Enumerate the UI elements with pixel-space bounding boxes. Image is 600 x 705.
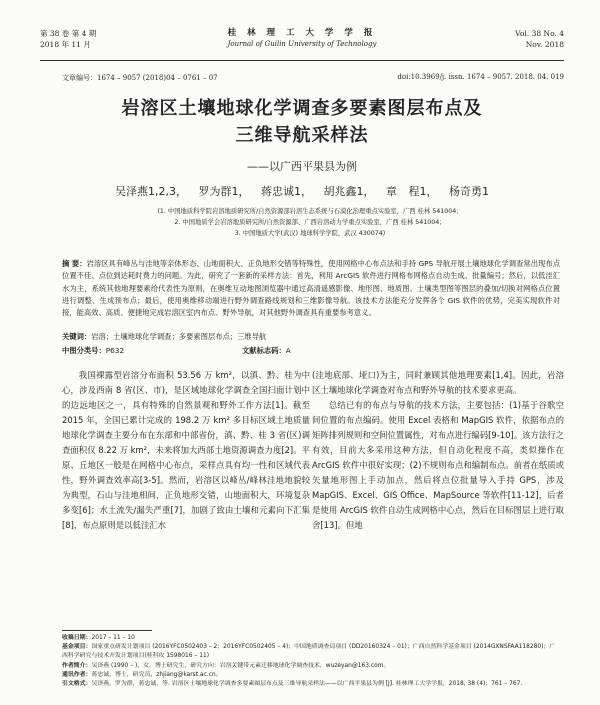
affiliation-3: 3. 中国地质大学(武汉) 地球科学学院，武汉 430074) (234, 230, 386, 237)
citation-format: 引文格式：吴泽燕，罗为群，蒋忠诚，等. 岩溶区土壤地球化学调查多要素图层布点及三维导航采样法——以广西平果县为例 [J]. 桂林理工大学学报，2018, 38 (4)：761 – 767. (62, 681, 523, 688)
article-title (40, 95, 564, 149)
abstract (62, 258, 560, 319)
volume-issue: 第 38 卷 第 4 期 (40, 29, 97, 38)
header-rule (40, 60, 564, 61)
received-date: 收稿日期：2017 – 11 – 10 (62, 635, 135, 641)
clc-code: P632 (105, 346, 125, 355)
keywords-text: 岩溶；土壤地球化学调查；多要素图层布点；三维导航 (91, 332, 267, 341)
article-number: 文章编号：1674 – 9057 (2018)04 – 0761 – 07 (62, 74, 218, 82)
body-paragraph: 总结已有的布点与导航的技术方法，主要包括：(1)基于谷歌空间位置的布点编码。使用 Excel 表格和 MapGIS 软件，依据布点的矩阵排列规则和空间位置属性，对布点进行编码[9-10]。该方法行之有效，目前大多采用这种方法，但自动化程度不高，类似操作在 ArcGIS 软件中很好实现；(2)不规则布点和编制布点。前者在纸质或矢量地形图上手动加点，然后将点位批量导入手持 GPS，涉及 MapGIS、Excel、GIS Office、MapSource 等软件[11-12]，后者是使用 ArcGIS 软件自动生成网格中心点，然后在目标图层上进行取舍[13]。但地 (312, 400, 564, 530)
abstract-label: 摘 要： (62, 259, 87, 268)
journal-name-en: Journal of Guilin University of Technology (227, 40, 377, 48)
body-paragraph: 我国裸露型岩溶分布面积 53.56 万 km²，以滇、黔、桂为中心，涉及西南 8 省(区、市)，是区域地球化学调查全国扫面计划中的边远地区之一，具有特殊的自然景观和野外工作方法[1]。截至 2015 年，全国已累计完成的 198.2 万 km² 多目标区域土地质量地球化学调查主要分布在东部和中部省份，滇、黔、桂 3 省(区)调查面积仅 8.22 万 km²，未来将加大西部土地资源调查力度[2]。平原、丘地区一般是在网格中心布点，采样点具有均一性和区域代表性，野外调查效率高[3-5]。然而，岩溶区以峰丛/峰林洼地地貌较为典型，石山与洼地相间，正负地形交错，山地面积大，环境复杂多变[6]；水土流失/漏失严重[7]，加剧了致由土壤和元素向下汇集[8]，布点原则是以低洼汇水 (62, 370, 310, 530)
title-line-1: 岩溶区土壤地球化学调查多要素图层布点及 (121, 98, 483, 119)
issue-date: 2018 年 11 月 (40, 40, 91, 49)
journal-name-cn: 桂 林 理 工 大 学 学 报 (227, 28, 377, 38)
journal-name (40, 28, 564, 50)
affiliation-1: (1. 中国地质科学院岩溶地质研究所/自然资源部岩溶生态系统与石漠化治理重点实验室，广西 桂林 541004； (157, 208, 463, 215)
body-column-right (312, 368, 564, 533)
clc-label: 中图分类号： (62, 346, 106, 355)
body-paragraph: (洼地底部、垭口)为主，同时兼顾其他地理要素[1,4]。因此，岩溶区土壤地球化学调查对布点和野外导航的技术要求更高。 (312, 370, 564, 395)
article-subtitle: ——以广西平果县为例 (247, 160, 357, 173)
classification (62, 346, 560, 356)
issue-info-en (515, 28, 564, 50)
footnotes (62, 634, 560, 689)
footnote-rule (62, 630, 152, 631)
doi: doi:10.3969/j. issn. 1674 – 9057. 2018. 04. 019 (397, 73, 564, 81)
author-bio: 作者简介：吴泽燕 (1990 – )，女，博士研究生，研究方向：岩溶关键带元素迁移地球化学调查技术，wuzeyan@163.com。 (62, 662, 390, 669)
corresponding-author: 通讯作者：蒋忠诚，博士，研究员，zhjiang@karst.ac.cn。 (62, 671, 222, 678)
keywords (62, 332, 560, 342)
affiliations (80, 206, 540, 239)
abstract-text: 岩溶区具有峰丛与洼地等亲体形态、山地面积大、正负地形交错等特殊性，使用网格中心布点法和手持 GPS 导航开展土壤地球化学调查常出现布点位置不佳、点位到达耗时费力的问题。为此，研究了一套新的采样方法：首先，利用 ArcGIS 软件进行网格布网格点自动生成、批量编号；然后，以低洼汇水为主，系统其他地理要素给代表性为原则，在奥维互动地图浏览器中通过高清遥感影像、地形图、地质图、土壤类型图等图层的叠加/切换对网格点位置进行调整、生成预布点；最后，使用奥维移动端进行野外调查路线规划和三维影像导航。该技术方法能充分发挥各个 GIS 软件的优势，完美实现软件对接，能高效、高质、便捷地完成岩溶区室内布点、野外导航，对其他野外调查具有重要参考意义。 (62, 259, 560, 318)
doc-code: A (285, 346, 291, 355)
issue-date-en: Nov. 2018 (525, 40, 564, 49)
doc-code-label: 文献标志码： (242, 346, 286, 355)
title-line-2: 三维导航采样法 (235, 125, 369, 146)
volume-issue-en: Vol. 38 No. 4 (515, 29, 564, 38)
journal-header (40, 28, 564, 58)
body-column-left (62, 368, 310, 533)
article-meta (62, 73, 564, 83)
keywords-label: 关键词： (62, 332, 92, 341)
author-list: 吴泽燕1,2,3， 罗为群1， 蒋忠诚1， 胡兆鑫1， 章 程1， 杨奇勇1 (115, 185, 489, 198)
affiliation-2: 2. 中国地质学会岩溶地质研究所/自然资源部、广西岩溶动力学重点实验室，广西 桂林 541004； (174, 219, 446, 226)
fund-info: 基金项目：国家重点研发计划项目 (2016YFC0502403 – 2；2016YFC0502405 – 4)；中国地质调查局项目 (DD20160324 – 01)；广西自然科学基金项目 (2014GXNSFAA118280)；广西科学研究与技术开发计划项目(桂科攻 1598016 – 11) (62, 644, 556, 660)
